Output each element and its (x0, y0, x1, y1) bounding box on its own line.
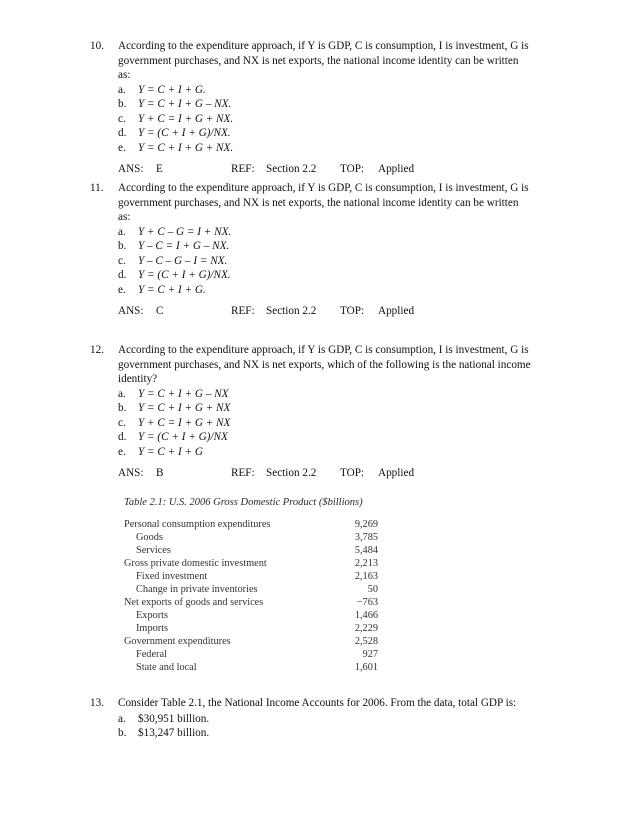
answer-option (118, 269, 231, 281)
ref-label: REF: (231, 163, 255, 175)
option-text: Y = C + I + G + NX. (138, 141, 234, 154)
answer-option (118, 727, 209, 739)
table-row-value: 2,213 (354, 558, 378, 569)
table-row-value: 9,269 (354, 519, 378, 530)
ans-label: ANS: (118, 467, 144, 479)
answer-option (118, 417, 230, 429)
table-row-value: 2,528 (354, 636, 378, 647)
top-label: TOP: (340, 163, 365, 175)
table-row-value: 927 (362, 649, 378, 660)
ref-label: REF: (231, 305, 255, 317)
ref-label: REF: (231, 467, 255, 479)
question-stem-line: as: (118, 69, 131, 81)
top-value: Applied (378, 467, 415, 479)
ans-value: B (156, 467, 164, 479)
table-row-label: Exports (136, 610, 169, 621)
table-row-label: Government expenditures (124, 636, 231, 647)
question-number: 10. (90, 40, 104, 52)
option-text: Y = (C + I + G)/NX. (138, 127, 231, 139)
question-number: 11. (90, 182, 104, 194)
table-row-label: Change in private inventories (136, 584, 258, 595)
option-text: Y = C + I + G. (138, 283, 206, 296)
top-label: TOP: (340, 305, 365, 317)
answer-option (118, 284, 206, 296)
option-label: e. (118, 445, 126, 458)
table-row-label: Federal (136, 649, 167, 660)
table-row-value: 2,229 (354, 623, 378, 634)
option-label: d. (118, 127, 127, 139)
option-label: a. (118, 225, 126, 238)
answer-option (118, 127, 231, 139)
ans-label: ANS: (118, 163, 144, 175)
option-label: d. (118, 431, 127, 443)
answer-option (118, 84, 206, 96)
option-text: Y = (C + I + G)/NX. (138, 269, 231, 281)
table-row-value: 2,163 (354, 571, 378, 582)
option-label: a. (118, 387, 126, 400)
question-stem-line: government purchases, and NX is net exports, which of the following is the national income (118, 358, 531, 371)
option-label: c. (118, 254, 126, 267)
option-label: b. (118, 727, 127, 739)
table-title: Table 2.1: U.S. 2006 Gross Domestic Product ($billions) (124, 497, 363, 508)
option-label: a. (118, 712, 126, 725)
answer-option (118, 713, 209, 725)
ans-value: C (156, 305, 164, 317)
table-row-value: 1,601 (354, 662, 378, 673)
answer-option (118, 255, 227, 267)
option-text: Y = C + I + G (138, 445, 203, 458)
table-row-label: Gross private domestic investment (124, 558, 267, 569)
table-row-value: 1,466 (354, 610, 378, 621)
option-label: c. (118, 416, 126, 429)
question-number: 12. (90, 344, 104, 356)
question-stem-line: identity? (118, 373, 158, 385)
table-row-value: −763 (356, 597, 378, 608)
table-row-label: Fixed investment (136, 571, 208, 582)
answer-option (118, 113, 233, 125)
ans-value: E (156, 163, 163, 175)
ref-value: Section 2.2 (266, 163, 317, 175)
option-text: Y = C + I + G – NX (138, 387, 229, 400)
answer-option (118, 142, 233, 154)
question-number: 13. (90, 697, 104, 709)
answer-option (118, 98, 231, 110)
option-text: Y – C – G – I = NX. (138, 254, 228, 267)
ans-label: ANS: (118, 305, 144, 317)
option-text: Y + C = I + G + NX (138, 416, 231, 429)
answer-option (118, 431, 228, 443)
answer-option (118, 388, 228, 400)
option-label: b. (118, 98, 127, 110)
option-text: Y + C = I + G + NX. (138, 112, 234, 125)
answer-option (118, 446, 203, 458)
option-text: Y = C + I + G – NX. (138, 98, 232, 110)
table-row-label: Goods (136, 532, 163, 543)
option-text: $30,951 billion. (138, 712, 210, 725)
question-stem-line: government purchases, and NX is net exports, the national income identity can be written (118, 54, 519, 67)
top-value: Applied (378, 305, 415, 317)
option-label: d. (118, 269, 127, 281)
option-label: a. (118, 83, 126, 96)
ref-value: Section 2.2 (266, 467, 317, 479)
option-text: Y = C + I + G + NX (138, 402, 231, 414)
top-value: Applied (378, 163, 415, 175)
option-text: Y – C = I + G – NX. (138, 240, 230, 252)
table-row-label: State and local (136, 662, 197, 673)
option-text: $13,247 billion. (138, 727, 210, 739)
question-stem-line: According to the expenditure approach, if Y is GDP, C is consumption, I is investment, G is (118, 344, 529, 356)
question-stem-line: According to the expenditure approach, if Y is GDP, C is consumption, I is investment, G is (118, 40, 529, 52)
table-row-value: 50 (367, 584, 378, 595)
table-row-label: Imports (136, 623, 169, 634)
option-label: e. (118, 283, 126, 296)
top-label: TOP: (340, 467, 365, 479)
option-label: b. (118, 402, 127, 414)
question-stem-line: as: (118, 211, 131, 223)
answer-option (118, 226, 231, 238)
table-row-label: Net exports of goods and services (124, 597, 264, 608)
table-row-label: Personal consumption expenditures (124, 519, 271, 530)
option-label: b. (118, 240, 127, 252)
option-text: Y = C + I + G. (138, 83, 206, 96)
option-label: c. (118, 112, 126, 125)
answer-option (118, 402, 230, 414)
option-label: e. (118, 141, 126, 154)
ref-value: Section 2.2 (266, 305, 317, 317)
question-stem-line: According to the expenditure approach, if Y is GDP, C is consumption, I is investment, G is (118, 182, 529, 194)
table-row-label: Services (136, 545, 171, 556)
option-text: Y + C – G = I + NX. (138, 225, 232, 238)
question-stem-line: government purchases, and NX is net exports, the national income identity can be written (118, 196, 519, 209)
table-row-value: 3,785 (354, 532, 378, 543)
table-row-value: 5,484 (354, 545, 378, 556)
option-text: Y = (C + I + G)/NX (138, 431, 228, 443)
answer-option (118, 240, 229, 252)
question-stem-line: Consider Table 2.1, the National Income Accounts for 2006. From the data, total GDP is: (118, 697, 517, 709)
